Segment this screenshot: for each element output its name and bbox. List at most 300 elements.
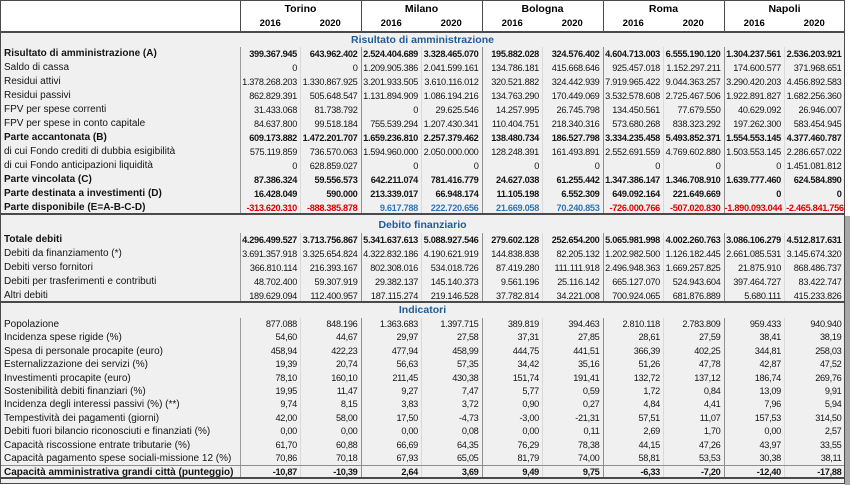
value-cell: 70,18 bbox=[300, 452, 361, 465]
year-header-bologna-2016: 2016 bbox=[482, 17, 543, 31]
value-cell: 5.341.637.613 bbox=[361, 233, 422, 247]
value-cell: -12,40 bbox=[724, 466, 785, 476]
value-cell: 320.521.882 bbox=[482, 75, 543, 89]
value-cell: 4,84 bbox=[603, 398, 664, 411]
table-row bbox=[1, 47, 844, 61]
city-header-roma: Roma bbox=[603, 1, 724, 17]
value-cell: 24.627.038 bbox=[482, 173, 543, 187]
value-cell: 1.131.894.909 bbox=[361, 89, 422, 103]
value-cell: 940.940 bbox=[784, 318, 845, 331]
value-cell: -10,87 bbox=[240, 466, 301, 476]
value-cell: 0 bbox=[361, 159, 422, 173]
value-cell: 1.594.960.000 bbox=[361, 145, 422, 159]
value-cell: 9,91 bbox=[784, 385, 845, 398]
value-cell: 0 bbox=[784, 187, 845, 201]
value-cell: 48.702.400 bbox=[240, 275, 301, 289]
row-label: Debiti da finanziamento (*) bbox=[4, 248, 122, 259]
value-cell: 1.304.237.561 bbox=[724, 47, 785, 61]
value-cell: 197.262.300 bbox=[724, 117, 785, 131]
value-cell: 628.859.027 bbox=[300, 159, 361, 173]
value-cell: 42,87 bbox=[724, 358, 785, 371]
value-cell: 26.745.798 bbox=[542, 103, 603, 117]
value-cell: 534.018.726 bbox=[421, 261, 482, 275]
value-cell: 186,74 bbox=[724, 372, 785, 385]
value-cell: 66,69 bbox=[361, 439, 422, 452]
row-label: di cui Fondo crediti di dubbia esigibilità bbox=[4, 146, 176, 157]
header-corner-cell-2 bbox=[1, 17, 240, 31]
value-cell: 9.561.196 bbox=[482, 275, 543, 289]
value-cell: 624.584.890 bbox=[784, 173, 845, 187]
value-cell: 27,58 bbox=[421, 331, 482, 344]
table-row bbox=[1, 275, 844, 289]
value-cell: 0,59 bbox=[542, 385, 603, 398]
value-cell: 5,94 bbox=[784, 398, 845, 411]
value-cell: 44,67 bbox=[300, 331, 361, 344]
value-cell: 87.419.280 bbox=[482, 261, 543, 275]
value-cell: 389.819 bbox=[482, 318, 543, 331]
value-cell: 5.493.852.371 bbox=[663, 131, 724, 145]
section-title: Indicatori bbox=[398, 304, 447, 316]
value-cell: 2.524.404.689 bbox=[361, 47, 422, 61]
value-cell: 3,69 bbox=[421, 466, 482, 476]
value-cell: 573.680.268 bbox=[603, 117, 664, 131]
value-cell: 0 bbox=[663, 159, 724, 173]
value-cell: 57,35 bbox=[421, 358, 482, 371]
value-cell: 458,99 bbox=[421, 345, 482, 358]
value-cell: 0 bbox=[240, 159, 301, 173]
value-cell: 2.783.809 bbox=[663, 318, 724, 331]
value-cell: 5,77 bbox=[482, 385, 543, 398]
value-cell: 34.221.008 bbox=[542, 289, 603, 301]
year-header-milano-2020: 2020 bbox=[440, 18, 462, 29]
value-cell: 82.205.132 bbox=[542, 247, 603, 261]
value-cell: 8,15 bbox=[300, 398, 361, 411]
right-margin-dark-area bbox=[845, 216, 850, 485]
value-cell: 324.442.939 bbox=[542, 75, 603, 89]
value-cell: -1.890.093.044 bbox=[724, 201, 786, 213]
row-label: Capacità pagamento spese sociali-missione 12 (%) bbox=[4, 452, 232, 464]
value-cell: 21.669.058 bbox=[482, 201, 543, 213]
value-cell: 11,47 bbox=[300, 385, 361, 398]
value-cell: 252.654.200 bbox=[542, 233, 603, 247]
value-cell: 27,85 bbox=[542, 331, 603, 344]
value-cell: 0 bbox=[482, 159, 543, 173]
value-cell: 0 bbox=[542, 159, 603, 173]
value-cell: 13,09 bbox=[724, 385, 785, 398]
value-cell: 191,41 bbox=[542, 372, 603, 385]
value-cell: 2.552.691.559 bbox=[603, 145, 664, 159]
table-row bbox=[1, 89, 844, 103]
value-cell: 1.397.715 bbox=[421, 318, 482, 331]
row-label: Capacità riscossione entrate tributarie (%) bbox=[4, 439, 191, 451]
value-cell: 222.720.656 bbox=[421, 201, 482, 213]
city-header-napoli: Napoli bbox=[724, 1, 845, 17]
value-cell: 4.604.713.003 bbox=[603, 47, 664, 61]
value-cell: 1.152.297.211 bbox=[663, 61, 724, 75]
table-row bbox=[1, 318, 844, 331]
value-cell: 5.065.981.998 bbox=[603, 233, 664, 247]
value-cell: 0 bbox=[300, 61, 361, 75]
value-cell: 20,74 bbox=[300, 358, 361, 371]
value-cell: 157,53 bbox=[724, 412, 785, 425]
value-cell: 78,10 bbox=[240, 372, 301, 385]
value-cell: 4.456.892.583 bbox=[784, 75, 845, 89]
value-cell: 0 bbox=[724, 187, 785, 201]
value-cell: 81.738.792 bbox=[300, 103, 361, 117]
value-cell: 1.378.268.203 bbox=[240, 75, 301, 89]
row-label: Debiti fuori bilancio riconosciuti e finanziati (%) bbox=[4, 426, 211, 438]
value-cell: 0,00 bbox=[240, 425, 301, 438]
value-cell: 56,63 bbox=[361, 358, 422, 371]
value-cell: 9,27 bbox=[361, 385, 422, 398]
row-label: Parte disponibile (E=A-B-C-D) bbox=[4, 202, 146, 213]
table-row bbox=[1, 131, 844, 145]
value-cell: 590.000 bbox=[300, 187, 361, 201]
value-cell: 399.367.945 bbox=[240, 47, 301, 61]
year-header-milano-2016: 2016 bbox=[361, 17, 422, 31]
value-cell: 402,25 bbox=[663, 345, 724, 358]
table-body bbox=[1, 33, 844, 479]
value-cell: 77.679.550 bbox=[663, 103, 724, 117]
value-cell: 477,94 bbox=[361, 345, 422, 358]
value-cell: 736.570.063 bbox=[300, 145, 361, 159]
value-cell: 70.240.853 bbox=[542, 201, 603, 213]
value-cell: 755.539.294 bbox=[361, 117, 422, 131]
value-cell: 81,79 bbox=[482, 452, 543, 465]
value-cell: -313.620.310 bbox=[240, 201, 301, 213]
value-cell: 29.625.546 bbox=[421, 103, 482, 117]
year-header-napoli-2016: 2016 bbox=[724, 17, 785, 31]
row-label: FPV per spese correnti bbox=[4, 104, 107, 115]
value-cell: 138.480.734 bbox=[482, 131, 543, 145]
table-row bbox=[1, 289, 844, 303]
value-cell: 211,45 bbox=[361, 372, 422, 385]
value-cell: 216.393.167 bbox=[300, 261, 361, 275]
value-cell: 441,51 bbox=[542, 345, 603, 358]
value-cell: 174.600.577 bbox=[724, 61, 785, 75]
row-label: Residui passivi bbox=[4, 90, 71, 101]
value-cell: 128.248.391 bbox=[482, 145, 543, 159]
value-cell: 4.002.260.763 bbox=[663, 233, 724, 247]
value-cell: 3.325.654.824 bbox=[300, 247, 361, 261]
value-cell: 3,83 bbox=[361, 398, 422, 411]
value-cell: 9,49 bbox=[482, 466, 543, 476]
value-cell: 366.810.114 bbox=[240, 261, 301, 275]
value-cell: 444,75 bbox=[482, 345, 543, 358]
value-cell: 34,42 bbox=[482, 358, 543, 371]
value-cell: 151,74 bbox=[482, 372, 543, 385]
table-row bbox=[1, 345, 844, 358]
value-cell: -21,31 bbox=[542, 412, 603, 425]
city-header-torino: Torino bbox=[240, 1, 361, 17]
value-cell: 51,26 bbox=[603, 358, 664, 371]
value-cell: 0,00 bbox=[724, 425, 785, 438]
value-cell: 0,11 bbox=[542, 425, 603, 438]
value-cell: 524.943.604 bbox=[663, 275, 724, 289]
year-header-bologna-2020: 2020 bbox=[561, 18, 583, 29]
value-cell: 83.422.747 bbox=[784, 275, 845, 289]
value-cell: 112.400.957 bbox=[300, 289, 361, 301]
table-row bbox=[1, 439, 844, 452]
value-cell: 2.536.203.921 bbox=[784, 47, 845, 61]
city-header-row bbox=[1, 1, 844, 17]
value-cell: 583.454.945 bbox=[784, 117, 845, 131]
value-cell: 1.922.891.827 bbox=[724, 89, 785, 103]
value-cell: 37.782.814 bbox=[482, 289, 543, 301]
table-header bbox=[1, 1, 844, 33]
value-cell: 0 bbox=[421, 159, 482, 173]
value-cell: 58,81 bbox=[603, 452, 664, 465]
row-label: Investimenti procapite (euro) bbox=[4, 372, 131, 384]
value-cell: 0,00 bbox=[361, 425, 422, 438]
value-cell: 160,10 bbox=[300, 372, 361, 385]
value-cell: 110.404.751 bbox=[482, 117, 543, 131]
value-cell: 700.924.065 bbox=[603, 289, 664, 301]
table-row bbox=[1, 103, 844, 117]
section-1 bbox=[1, 33, 844, 215]
table-row bbox=[1, 372, 844, 385]
value-cell: 66.948.174 bbox=[421, 187, 482, 201]
value-cell: 3.145.674.320 bbox=[784, 247, 845, 261]
value-cell: -6,33 bbox=[603, 466, 664, 476]
value-cell: 665.127.070 bbox=[603, 275, 664, 289]
table-row bbox=[1, 75, 844, 89]
value-cell: 2,57 bbox=[784, 425, 845, 438]
value-cell: 134.450.561 bbox=[603, 103, 664, 117]
value-cell: 38,41 bbox=[724, 331, 785, 344]
value-cell: 84.637.800 bbox=[240, 117, 301, 131]
table-row bbox=[1, 187, 844, 201]
value-cell: 649.092.164 bbox=[603, 187, 664, 201]
value-cell: -726.000.766 bbox=[603, 201, 664, 213]
value-cell: 87.386.324 bbox=[240, 173, 301, 187]
value-cell: 9,75 bbox=[542, 466, 603, 476]
value-cell: 575.119.859 bbox=[240, 145, 301, 159]
table-row bbox=[1, 173, 844, 187]
value-cell: 58,00 bbox=[300, 412, 361, 425]
row-label: Altri debiti bbox=[4, 290, 48, 301]
value-cell: 4.296.499.527 bbox=[240, 233, 301, 247]
row-label: Parte destinata a investimenti (D) bbox=[4, 188, 162, 199]
section-3 bbox=[1, 303, 844, 479]
value-cell: 16.428.049 bbox=[240, 187, 301, 201]
value-cell: 61.255.442 bbox=[542, 173, 603, 187]
table-row bbox=[1, 331, 844, 344]
value-cell: -4,73 bbox=[421, 412, 482, 425]
value-cell: 681.876.889 bbox=[663, 289, 724, 301]
value-cell: 838.323.292 bbox=[663, 117, 724, 131]
value-cell: 1,70 bbox=[663, 425, 724, 438]
value-cell: 35,16 bbox=[542, 358, 603, 371]
value-cell: 505.648.547 bbox=[300, 89, 361, 103]
value-cell: 161.493.891 bbox=[542, 145, 603, 159]
value-cell: 0 bbox=[240, 61, 301, 75]
value-cell: 366,39 bbox=[603, 345, 664, 358]
value-cell: 422,23 bbox=[300, 345, 361, 358]
value-cell: 57,51 bbox=[603, 412, 664, 425]
table-row bbox=[1, 261, 844, 275]
value-cell: 1.503.553.145 bbox=[724, 145, 785, 159]
value-cell: -888.385.878 bbox=[300, 201, 361, 213]
value-cell: 6.552.309 bbox=[542, 187, 603, 201]
value-cell: 78,38 bbox=[542, 439, 603, 452]
value-cell: 609.173.882 bbox=[240, 131, 301, 145]
value-cell: 344,81 bbox=[724, 345, 785, 358]
value-cell: 99.518.184 bbox=[300, 117, 361, 131]
value-cell: 21.875.910 bbox=[724, 261, 785, 275]
value-cell: 324.576.402 bbox=[542, 47, 603, 61]
value-cell: 38,19 bbox=[784, 331, 845, 344]
value-cell: 25.116.142 bbox=[542, 275, 603, 289]
value-cell: 862.829.391 bbox=[240, 89, 301, 103]
value-cell: 26.946.007 bbox=[784, 103, 845, 117]
value-cell: 3.532.578.608 bbox=[603, 89, 664, 103]
row-label: Incidenza degli interessi passivi (%) (**) bbox=[4, 399, 180, 411]
value-cell: 76,29 bbox=[482, 439, 543, 452]
value-cell: 9.044.363.257 bbox=[663, 75, 724, 89]
value-cell: 3.334.235.458 bbox=[603, 131, 664, 145]
row-label: Totale debiti bbox=[4, 234, 63, 245]
value-cell: 219.146.528 bbox=[421, 289, 482, 301]
section-title: Risultato di amministrazione bbox=[351, 34, 494, 46]
value-cell: 3.086.106.279 bbox=[724, 233, 785, 247]
row-label: Risultato di amministrazione (A) bbox=[4, 48, 157, 59]
value-cell: 1.669.257.825 bbox=[663, 261, 724, 275]
value-cell: 2.810.118 bbox=[603, 318, 664, 331]
value-cell: 4.190.621.919 bbox=[421, 247, 482, 261]
table-row bbox=[1, 233, 844, 247]
value-cell: 1.682.256.360 bbox=[784, 89, 845, 103]
value-cell: 31.433.068 bbox=[240, 103, 301, 117]
value-cell: -507.020.830 bbox=[663, 201, 724, 213]
value-cell: 0,00 bbox=[300, 425, 361, 438]
header-corner-cell bbox=[1, 1, 240, 17]
value-cell: -17,88 bbox=[784, 466, 845, 476]
value-cell: 64,35 bbox=[421, 439, 482, 452]
value-cell: 195.882.028 bbox=[482, 47, 543, 61]
value-cell: -3,00 bbox=[482, 412, 543, 425]
value-cell: 0,08 bbox=[421, 425, 482, 438]
value-cell: 868.486.737 bbox=[784, 261, 845, 275]
year-header-torino-2020: 2020 bbox=[319, 18, 341, 29]
value-cell: 137,12 bbox=[663, 372, 724, 385]
value-cell: 3.691.357.918 bbox=[240, 247, 301, 261]
value-cell: 4.512.817.631 bbox=[784, 233, 845, 247]
value-cell: 187.115.274 bbox=[361, 289, 422, 301]
value-cell: 7,47 bbox=[421, 385, 482, 398]
value-cell: 7,96 bbox=[724, 398, 785, 411]
value-cell: 11.105.198 bbox=[482, 187, 543, 201]
row-label: Incidenza spese rigide (%) bbox=[4, 332, 122, 344]
value-cell: 925.457.018 bbox=[603, 61, 664, 75]
value-cell: -7,20 bbox=[663, 466, 724, 476]
value-cell: 1.202.982.500 bbox=[603, 247, 664, 261]
value-cell: 3.201.933.505 bbox=[361, 75, 422, 89]
value-cell: 2.496.948.363 bbox=[603, 261, 664, 275]
value-cell: 2,69 bbox=[603, 425, 664, 438]
value-cell: 2.257.379.462 bbox=[421, 131, 482, 145]
value-cell: 29,97 bbox=[361, 331, 422, 344]
section-title: Debito finanziario bbox=[378, 219, 467, 231]
value-cell: 17,50 bbox=[361, 412, 422, 425]
value-cell: 781.416.779 bbox=[421, 173, 482, 187]
value-cell: 1.451.081.812 bbox=[784, 159, 845, 173]
value-cell: 415.668.646 bbox=[542, 61, 603, 75]
value-cell: 0,27 bbox=[542, 398, 603, 411]
value-cell: 134.786.181 bbox=[482, 61, 543, 75]
row-label: Parte vincolata (C) bbox=[4, 174, 92, 185]
value-cell: -2.465.841.756 bbox=[785, 201, 847, 213]
table-row bbox=[1, 145, 844, 159]
value-cell: 1.346.708.910 bbox=[663, 173, 724, 187]
value-cell: 0,00 bbox=[482, 425, 543, 438]
value-cell: 6.555.190.120 bbox=[663, 47, 724, 61]
value-cell: 5.680.111 bbox=[724, 289, 785, 301]
value-cell: 5.088.927.546 bbox=[421, 233, 482, 247]
value-cell: 42,00 bbox=[240, 412, 301, 425]
value-cell: 144.838.838 bbox=[482, 247, 543, 261]
value-cell: 37,31 bbox=[482, 331, 543, 344]
year-header-roma-2016: 2016 bbox=[603, 17, 664, 31]
row-label: di cui Fondo anticipazioni liquidità bbox=[4, 160, 153, 171]
value-cell: 38,11 bbox=[784, 452, 845, 465]
value-cell: 4.377.460.787 bbox=[784, 131, 845, 145]
value-cell: 111.111.918 bbox=[542, 261, 603, 275]
value-cell: 1.207.430.341 bbox=[421, 117, 482, 131]
value-cell: -10,39 bbox=[300, 466, 361, 476]
value-cell: 60,88 bbox=[300, 439, 361, 452]
value-cell: 189.629.094 bbox=[240, 289, 301, 301]
year-header-torino-2016: 2016 bbox=[240, 17, 301, 31]
value-cell: 2.050.000.000 bbox=[421, 145, 482, 159]
value-cell: 19,39 bbox=[240, 358, 301, 371]
row-label: Capacità amministrativa grandi città (punteggio) bbox=[4, 467, 234, 477]
value-cell: 1.126.182.445 bbox=[663, 247, 724, 261]
value-cell: 134.763.290 bbox=[482, 89, 543, 103]
row-label: Tempestività dei pagamenti (giorni) bbox=[4, 412, 160, 424]
value-cell: 132,72 bbox=[603, 372, 664, 385]
value-cell: 29.382.137 bbox=[361, 275, 422, 289]
value-cell: 9.617.788 bbox=[361, 201, 422, 213]
value-cell: 59.556.573 bbox=[300, 173, 361, 187]
row-label: Debiti per trasferimenti e contributi bbox=[4, 276, 157, 287]
value-cell: 1.554.553.145 bbox=[724, 131, 785, 145]
value-cell: 397.464.727 bbox=[724, 275, 785, 289]
value-cell: 54,60 bbox=[240, 331, 301, 344]
value-cell: 44,15 bbox=[603, 439, 664, 452]
value-cell: 59.307.919 bbox=[300, 275, 361, 289]
value-cell: 3.328.465.070 bbox=[421, 47, 482, 61]
value-cell: 458,94 bbox=[240, 345, 301, 358]
value-cell: 314,50 bbox=[784, 412, 845, 425]
value-cell: 1.330.867.925 bbox=[300, 75, 361, 89]
table-row bbox=[1, 398, 844, 411]
value-cell: 2,64 bbox=[361, 466, 422, 476]
value-cell: 279.602.128 bbox=[482, 233, 543, 247]
value-cell: 3,72 bbox=[421, 398, 482, 411]
row-label: Sostenibilità debiti finanziari (%) bbox=[4, 385, 146, 397]
value-cell: 642.211.074 bbox=[361, 173, 422, 187]
value-cell: 1.363.683 bbox=[361, 318, 422, 331]
value-cell: 4.322.832.186 bbox=[361, 247, 422, 261]
value-cell: 0 bbox=[361, 103, 422, 117]
value-cell: 0,84 bbox=[663, 385, 724, 398]
value-cell: 643.962.402 bbox=[300, 47, 361, 61]
year-header-row bbox=[1, 17, 844, 31]
table-row bbox=[1, 159, 844, 173]
value-cell: 0 bbox=[724, 159, 785, 173]
value-cell: 1.639.777.460 bbox=[724, 173, 785, 187]
